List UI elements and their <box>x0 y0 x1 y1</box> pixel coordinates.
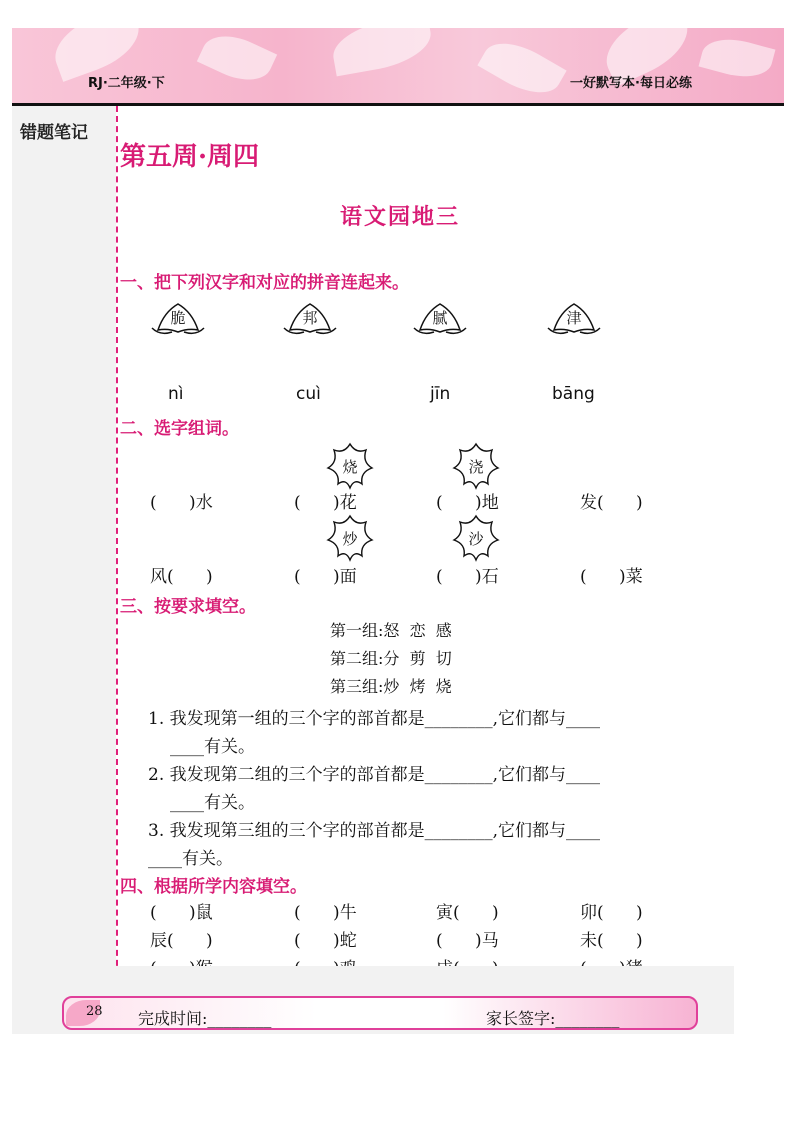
pinyin-1: nì <box>168 384 184 404</box>
blank-item: ( )菜 <box>580 567 643 587</box>
page-number: 28 <box>86 1004 103 1019</box>
blank-item: ( )花 <box>294 493 357 513</box>
question-1-line2: ____有关。 <box>170 737 255 757</box>
zodiac-item: ( )鼠 <box>150 903 213 923</box>
pinyin-2: cuì <box>296 384 321 404</box>
pinyin-3: jīn <box>430 384 451 404</box>
zodiac-item: 卯( ) <box>580 903 643 923</box>
notes-column <box>12 106 116 986</box>
notes-label: 错题笔记 <box>20 123 88 143</box>
section1-heading: 一、把下列汉字和对应的拼音连起来。 <box>120 273 409 293</box>
leaf-char-label: 炒 <box>342 530 358 548</box>
leaf-char-label: 浇 <box>468 458 484 476</box>
blank-item: 发( ) <box>580 493 643 513</box>
zodiac-item: ( )马 <box>436 931 499 951</box>
leaf-char-label: 沙 <box>468 530 484 548</box>
leaf-char-3 <box>326 512 374 562</box>
header-grade-label: RJ·二年级·下 <box>88 76 165 91</box>
flower-char-1 <box>150 298 206 338</box>
flower-char-2 <box>282 298 338 338</box>
zodiac-item: 寅( ) <box>436 903 499 923</box>
question-2-line1: 2. 我发现第二组的三个字的部首都是________,它们都与____ <box>148 765 601 785</box>
flower-char-label: 脆 <box>170 309 186 327</box>
flower-char-label: 邦 <box>302 309 318 327</box>
blank-item: ( )面 <box>294 567 357 587</box>
zodiac-item: ( )蛇 <box>294 931 357 951</box>
lesson-title: 语文园地三 <box>339 205 460 230</box>
page-title: 第五周·周四 <box>120 142 260 172</box>
completion-time-field[interactable]: 完成时间:________ <box>138 1009 272 1028</box>
group-line-1: 第一组:怒 恋 感 <box>330 621 452 640</box>
zodiac-item: 辰( ) <box>150 931 213 951</box>
blank-item: 风( ) <box>150 567 213 587</box>
leaf-char-4 <box>452 512 500 562</box>
section3-heading: 三、按要求填空。 <box>120 597 256 617</box>
blank-item: ( )地 <box>436 493 499 513</box>
divider-dashed <box>116 106 118 986</box>
flower-char-4 <box>546 298 602 338</box>
flower-char-3 <box>412 298 468 338</box>
group-line-2: 第二组:分 剪 切 <box>330 649 452 668</box>
parent-signature-field[interactable]: 家长签字:________ <box>486 1009 620 1028</box>
question-1-line1: 1. 我发现第一组的三个字的部首都是________,它们都与____ <box>148 709 601 729</box>
pinyin-4: bāng <box>552 384 595 404</box>
flower-char-label: 腻 <box>432 309 448 327</box>
blank-item: ( )石 <box>436 567 499 587</box>
leaf-char-1 <box>326 440 374 490</box>
flower-char-label: 津 <box>566 309 582 327</box>
zodiac-item: ( )牛 <box>294 903 357 923</box>
leaf-char-2 <box>452 440 500 490</box>
zodiac-item: 未( ) <box>580 931 643 951</box>
header-book-label: 一好默写本·每日必练 <box>570 76 692 91</box>
section4-heading: 四、根据所学内容填空。 <box>120 877 307 897</box>
leaf-char-label: 烧 <box>342 458 358 476</box>
question-2-line2: ____有关。 <box>170 793 255 813</box>
question-3-line1: 3. 我发现第三组的三个字的部首都是________,它们都与____ <box>148 821 601 841</box>
blank-item: ( )水 <box>150 493 213 513</box>
question-3-line2: ____有关。 <box>148 849 233 869</box>
group-line-3: 第三组:炒 烤 烧 <box>330 677 452 696</box>
section2-heading: 二、选字组词。 <box>120 419 239 439</box>
header-banner <box>12 28 784 106</box>
